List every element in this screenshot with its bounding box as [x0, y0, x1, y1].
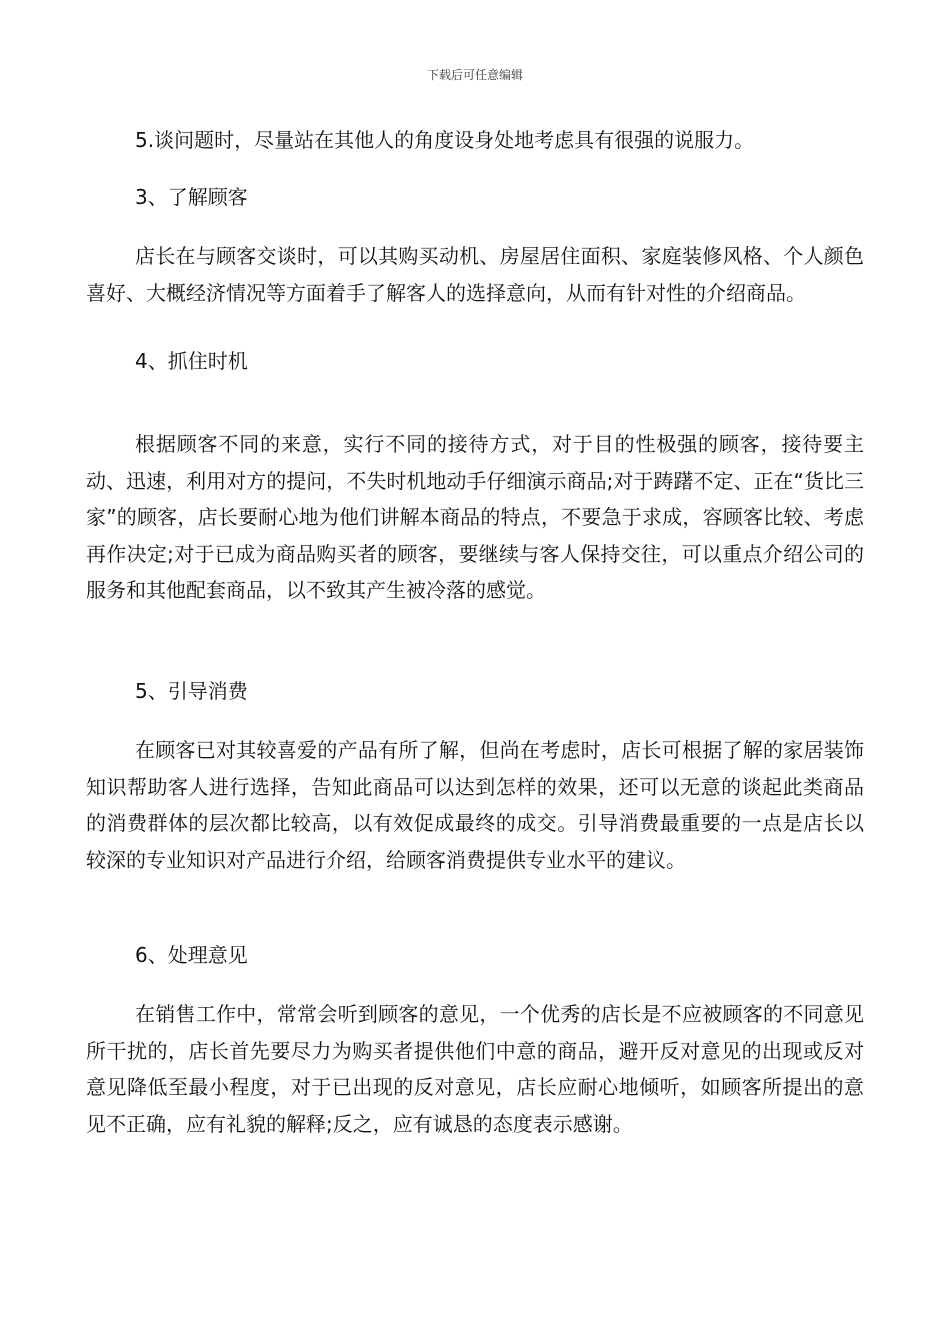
page-header: 下载后可任意编辑 — [426, 68, 523, 82]
section-heading-6: 6、处理意见 — [135, 943, 248, 967]
section-heading-5: 5、引导消费 — [135, 679, 248, 703]
paragraph-4: 根据顾客不同的来意，实行不同的接待方式，对于目的性极强的顾客，接待要主动、迅速，利用对方的提问，不失时机地动手仔细演示商品;对于踌躇不定、正在“货比三家”的顾客，店长要耐心地为他们讲解本商品的特点，不要急于求成，容顾客比较、考虑再作决定;对于已成为商品购买者的顾客，要继续与客人保持交往，可以重点介绍公司的服务和其他配套商品，以不致其产生被冷落的感觉。 — [86, 432, 864, 602]
section-heading-4: 4、抓住时机 — [135, 349, 248, 373]
paragraph-6: 在销售工作中，常常会听到顾客的意见，一个优秀的店长是不应被顾客的不同意见所干扰的，店长首先要尽力为购买者提供他们中意的商品，避开反对意见的出现或反对意见降低至最小程度，对于已出现的反对意见，店长应耐心地倾听，如顾客所提出的意见不正确，应有礼貌的解释;反之，应有诚恳的态度表示感谢。 — [86, 1002, 864, 1136]
section-heading-3: 3、了解顾客 — [135, 185, 248, 209]
intro-line: 5.谈问题时，尽量站在其他人的角度设身处地考虑具有很强的说服力。 — [135, 128, 755, 152]
paragraph-5: 在顾客已对其较喜爱的产品有所了解，但尚在考虑时，店长可根据了解的家居装饰知识帮助客人进行选择，告知此商品可以达到怎样的效果，还可以无意的谈起此类商品的消费群体的层次都比较高，以有效促成最终的成交。引导消费最重要的一点是店长以较深的专业知识对产品进行介绍，给顾客消费提供专业水平的建议。 — [86, 738, 864, 872]
paragraph-3: 店长在与顾客交谈时，可以其购买动机、房屋居住面积、家庭装修风格、个人颜色喜好、大概经济情况等方面着手了解客人的选择意向，从而有针对性的介绍商品。 — [86, 244, 864, 305]
